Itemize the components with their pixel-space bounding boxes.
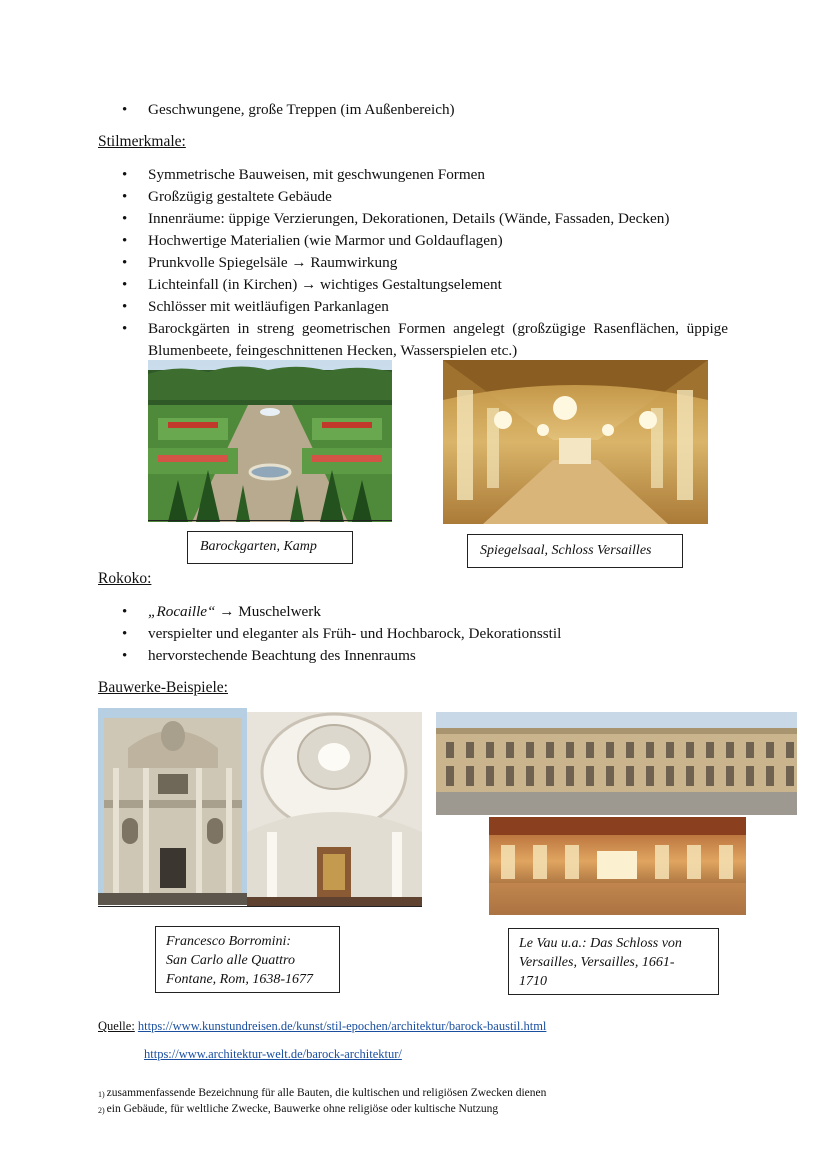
versailles-interior-photo <box>489 817 746 915</box>
caption-line: San Carlo alle Quattro <box>166 953 295 968</box>
list-item: • Prunkvolle Spiegelsäle → Raumwirkung <box>98 252 728 274</box>
caption-line: Fontane, Rom, 1638-1677 <box>166 972 313 987</box>
source-label: Quelle: <box>98 1019 135 1033</box>
san-carlo-facade-photo <box>98 708 247 905</box>
list-item: • Lichteinfall (in Kirchen) → wichtiges Gestaltungselement <box>98 274 728 296</box>
list-item: • hervorstechende Beachtung des Innenraums <box>98 645 728 667</box>
list-item: • Barockgärten in streng geometrischen Formen angelegt (großzügige Rasenflächen, üppige Blumenbeete, feingeschnittenen Hecken, Wasserspielen etc.) <box>98 318 728 362</box>
source-link-kunstundreisen[interactable]: https://www.kunstundreisen.de/kunst/stil-epochen/architektur/barock-baustil.html <box>137 1019 547 1033</box>
footnotes <box>98 1086 798 1118</box>
source-link-architektur-welt[interactable]: https://www.architektur-welt.de/barock-architektur/ <box>144 1047 402 1061</box>
stilmerkmale-list <box>98 164 728 362</box>
caption-garden: Barockgarten, Kamp <box>187 531 353 564</box>
photo-underline <box>98 906 422 907</box>
baroque-garden-photo <box>148 360 392 522</box>
footnote-number: 2) <box>98 1106 105 1115</box>
list-item: • Hochwertige Materialien (wie Marmor und Goldauflagen) <box>98 230 728 252</box>
versailles-palace-photo <box>436 712 797 815</box>
caption-line: 1710 <box>519 974 547 989</box>
rocaille-term: „Rocaille“ <box>148 603 216 620</box>
rocaille-meaning: Muschelwerk <box>238 603 321 620</box>
caption-line: Versailles, Versailles, 1661- <box>519 955 675 970</box>
hall-of-mirrors-photo <box>443 360 708 524</box>
caption-hall: Spiegelsaal, Schloss Versailles <box>467 534 683 568</box>
list-item: • Geschwungene, große Treppen (im Außenbereich) <box>98 99 728 121</box>
caption-line: Francesco Borromini: <box>166 934 292 949</box>
list-item: • Großzügig gestaltete Gebäude <box>98 186 728 208</box>
bauwerke-heading: Bauwerke-Beispiele: <box>98 679 228 696</box>
caption-borromini <box>155 926 340 993</box>
caption-versailles <box>508 928 719 995</box>
arrow-icon: → <box>219 603 235 620</box>
san-carlo-dome-photo <box>247 712 422 907</box>
footnote <box>98 1102 798 1118</box>
stilmerkmale-heading: Stilmerkmale: <box>98 133 186 150</box>
list-item: • Symmetrische Bauweisen, mit geschwungenen Formen <box>98 164 728 186</box>
list-item <box>98 601 728 623</box>
footnote-text: zusammenfassende Bezeichnung für alle Bauten, die kultischen und religiösen Zwecken dienen <box>106 1087 547 1099</box>
top-bullet-list <box>98 99 728 121</box>
footnote-text: ein Gebäude, für weltliche Zwecke, Bauwerke ohne religiöse oder kultische Nutzung <box>106 1103 499 1115</box>
list-item: • verspielter und eleganter als Früh- und Hochbarock, Dekorationsstil <box>98 623 728 645</box>
list-item: • Innenräume: üppige Verzierungen, Dekorationen, Details (Wände, Fassaden, Decken) <box>98 208 728 230</box>
footnote-number: 1) <box>98 1090 105 1099</box>
source-line-1 <box>98 1019 546 1034</box>
caption-line: Le Vau u.a.: Das Schloss von <box>519 936 682 951</box>
footnote <box>98 1086 798 1102</box>
photo-underline <box>148 520 392 521</box>
list-item: • Schlösser mit weitläufigen Parkanlagen <box>98 296 728 318</box>
rokoko-list <box>98 601 728 667</box>
rokoko-heading: Rokoko: <box>98 570 152 587</box>
source-line-2 <box>144 1047 402 1062</box>
